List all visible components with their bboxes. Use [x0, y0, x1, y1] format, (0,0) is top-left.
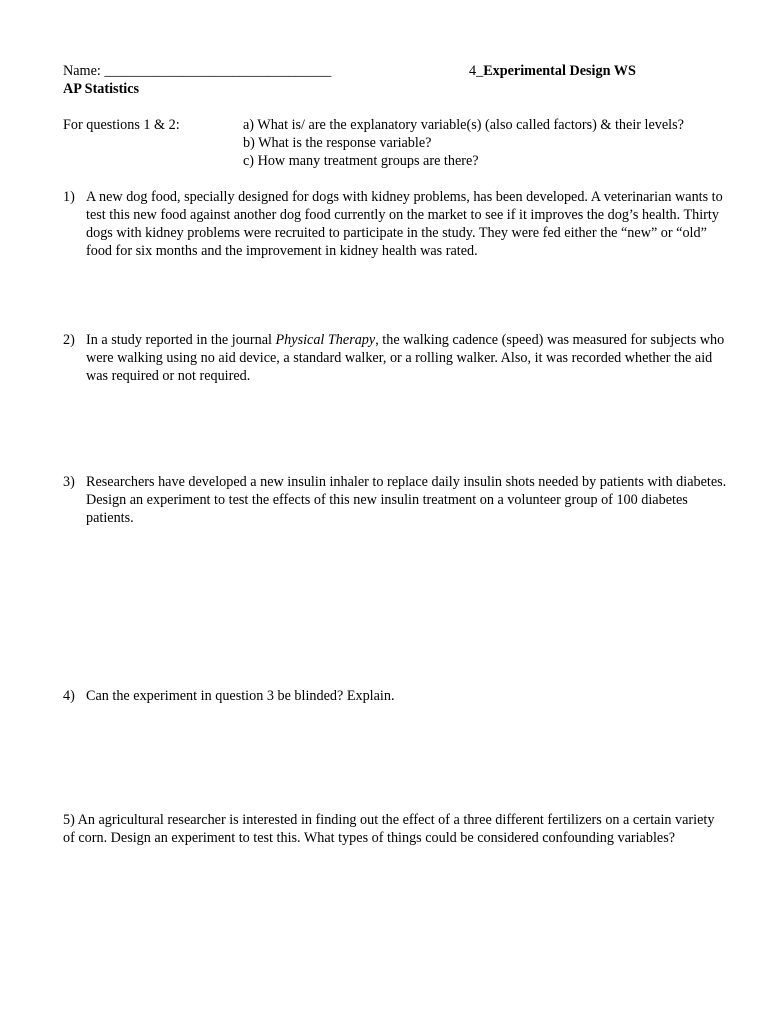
- question-text: An agricultural researcher is interested in finding out the effect of a three different fertilizers on a certain variety of corn. Design an experiment to test this. What types of things could be considered confounding variables?: [63, 812, 715, 846]
- question-text: Can the experiment in question 3 be blinded? Explain.: [86, 688, 395, 704]
- question-number: 4): [63, 688, 75, 704]
- question-text-part: In a study reported in the journal: [86, 332, 276, 348]
- question-text: A new dog food, specially designed for dogs with kidney problems, has been developed. A veterinarian wants to test this new food against another dog food currently on the market to see if it improves the dog’s health. Thirty dogs with kidney problems were recruited to participate in the study. They were fed either the “new” or “old” food for six months and the improvement in kidney health was rated.: [86, 189, 723, 259]
- journal-title: Physical Therapy: [275, 332, 376, 348]
- question-text: [86, 331, 733, 385]
- name-label: Name:: [63, 63, 101, 79]
- question-3: [63, 473, 733, 527]
- instructions-label: For questions 1 & 2:: [63, 117, 180, 133]
- question-number: 2): [63, 332, 75, 348]
- instruction-b: b) What is the response variable?: [243, 135, 432, 151]
- question-2: [63, 331, 733, 385]
- worksheet-title: Experimental Design WS: [483, 63, 636, 79]
- name-field[interactable]: [63, 62, 331, 80]
- question-text-part: , the walking cadence (speed) was measured for subjects who were walking using no aid device, a standard walker, or a rolling walker. Also, it was recorded whether the aid was required or not required.: [86, 332, 725, 384]
- question-1: [63, 188, 733, 260]
- worksheet-number: 4_: [469, 63, 484, 79]
- instruction-c: c) How many treatment groups are there?: [243, 153, 479, 169]
- question-text: Researchers have developed a new insulin inhaler to replace daily insulin shots needed by patients with diabetes. Design an experiment to test the effects of this new insulin treatment on a volunteer group of 100 diabetes patients.: [86, 474, 727, 526]
- worksheet-heading: [469, 62, 636, 80]
- question-5: [63, 811, 723, 847]
- question-4: [63, 687, 733, 705]
- name-line: ________________________________: [104, 63, 332, 79]
- instruction-a: a) What is/ are the explanatory variable(s) (also called factors) & their levels?: [243, 117, 684, 133]
- question-number: 1): [63, 189, 75, 205]
- course-title: AP Statistics: [63, 81, 140, 97]
- question-number: 5): [63, 812, 75, 828]
- question-number: 3): [63, 474, 75, 490]
